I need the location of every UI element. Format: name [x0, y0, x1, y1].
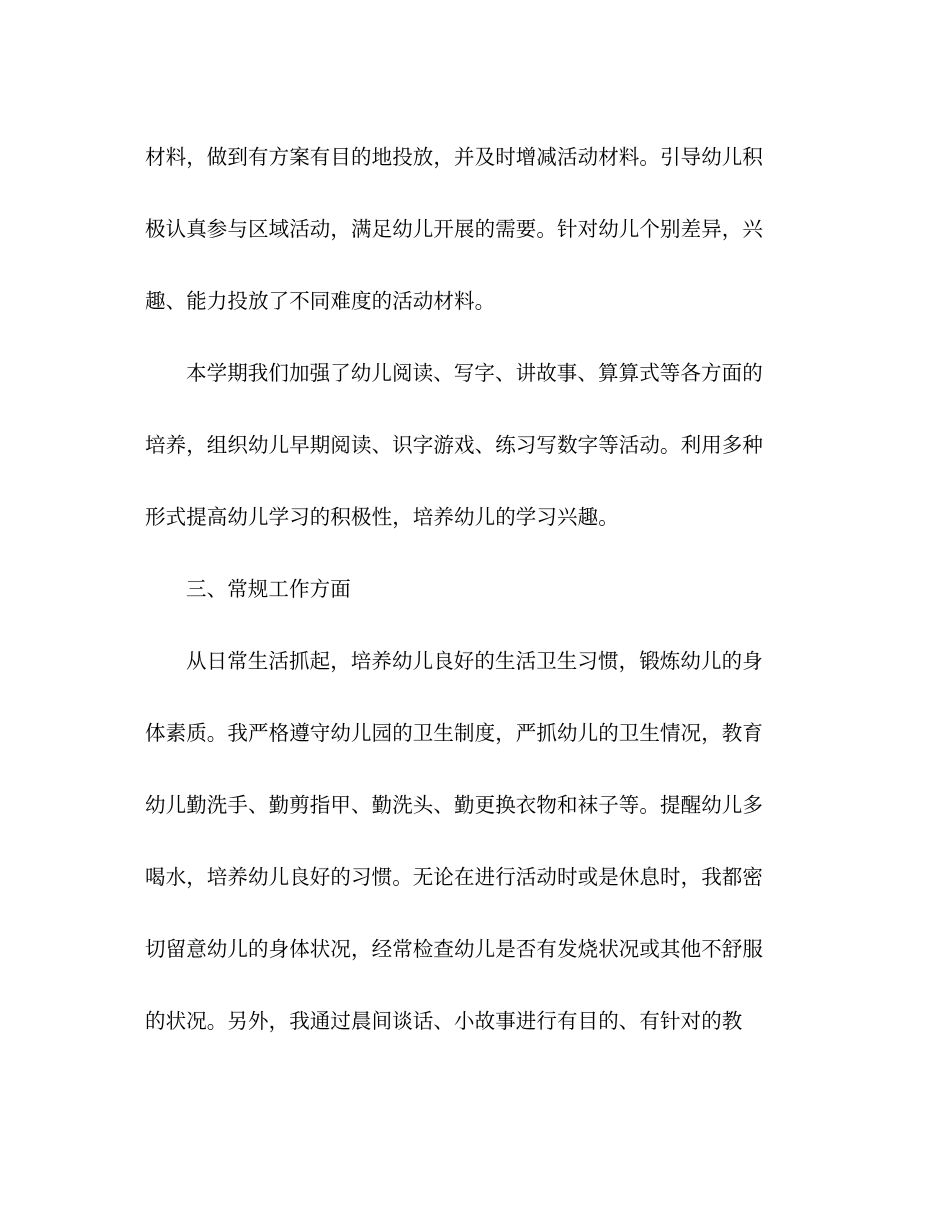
section-heading: 三、常规工作方面	[186, 577, 351, 601]
paragraph-3-line-6: 的状况。另外，我通过晨间谈话、小故事进行有目的、有针对的教	[145, 1009, 743, 1033]
paragraph-2-line-1: 本学期我们加强了幼儿阅读、写字、讲故事、算算式等各方面的	[186, 361, 763, 385]
paragraph-1-line-3: 趣、能力投放了不同难度的活动材料。	[145, 289, 496, 313]
paragraph-3-line-2: 体素质。我严格遵守幼儿园的卫生制度，严抓幼儿的卫生情况，教育	[145, 721, 763, 745]
paragraph-1-line-2: 极认真参与区域活动，满足幼儿开展的需要。针对幼儿个别差异，兴	[145, 217, 763, 241]
paragraph-2-line-3: 形式提高幼儿学习的积极性，培养幼儿的学习兴趣。	[145, 505, 619, 529]
paragraph-1-line-1: 材料，做到有方案有目的地投放，并及时增减活动材料。引导幼儿积	[145, 145, 763, 169]
paragraph-3-line-5: 切留意幼儿的身体状况，经常检查幼儿是否有发烧状况或其他不舒服	[145, 937, 763, 961]
paragraph-3-line-4: 喝水，培养幼儿良好的习惯。无论在进行活动时或是休息时，我都密	[145, 865, 763, 889]
paragraph-3-line-3: 幼儿勤洗手、勤剪指甲、勤洗头、勤更换衣物和袜子等。提醒幼儿多	[145, 793, 763, 817]
paragraph-2-line-2: 培养，组织幼儿早期阅读、识字游戏、练习写数字等活动。利用多种	[145, 433, 763, 457]
paragraph-3-line-1: 从日常生活抓起，培养幼儿良好的生活卫生习惯，锻炼幼儿的身	[186, 649, 763, 673]
